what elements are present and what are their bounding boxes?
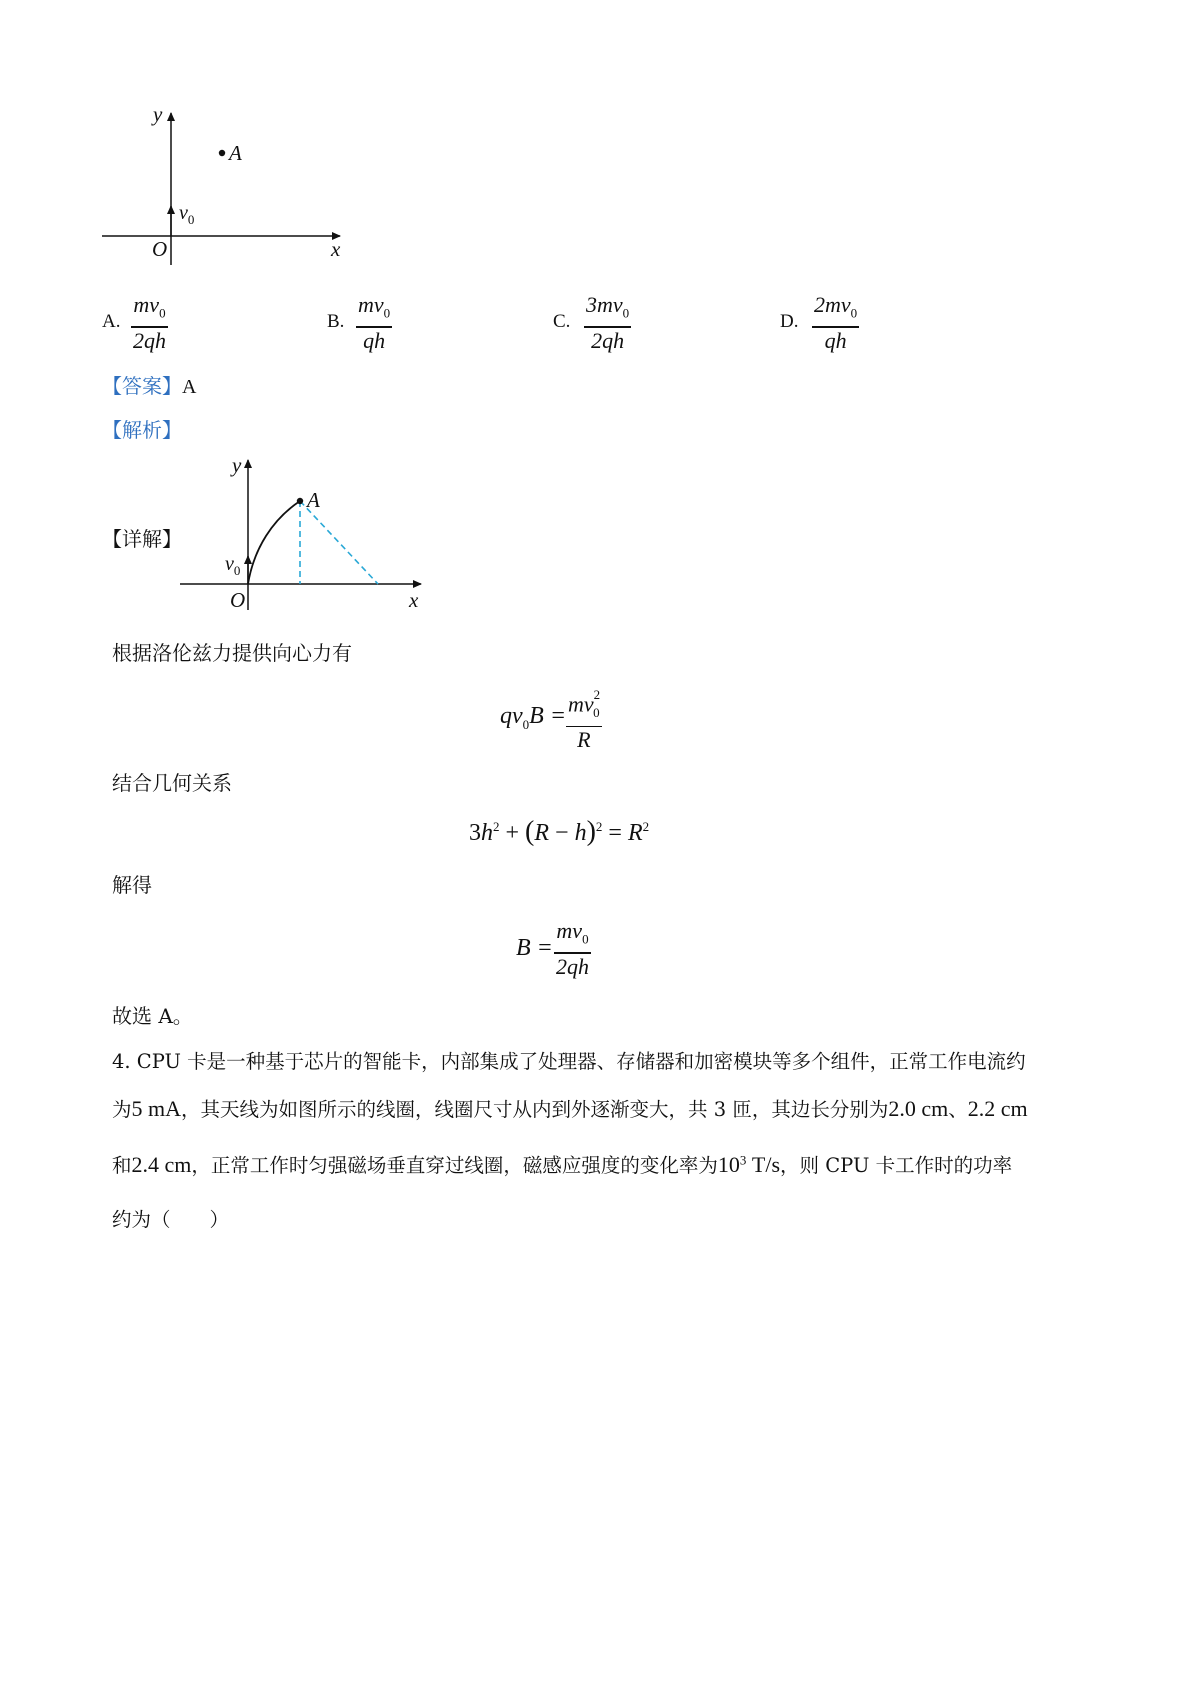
question-4-line-3: 和2.4 cm，正常工作时匀强磁场垂直穿过线圈，磁感应强度的变化率为$10^3$ T/s，则 CPU 卡工作时的功率 <box>112 1152 1013 1177</box>
figure-1-axes <box>100 102 360 280</box>
option-a-fraction: $mv_0$ 2qh <box>133 292 166 353</box>
fig2-velocity-label: $v_0$ <box>225 553 241 578</box>
option-d-fraction: $2mv_0$ qh <box>814 292 858 353</box>
fig1-velocity-label: $v_0$ <box>179 202 195 227</box>
option-a-letter: A. <box>102 311 121 332</box>
question-4-line-4: 约为（ ） <box>112 1208 230 1231</box>
fig1-origin-label: O <box>152 237 168 261</box>
text-solve: 解得 <box>112 873 152 897</box>
fig1-y-label: y <box>153 102 163 126</box>
fig1-x-label: x <box>331 237 341 261</box>
fig1-point-label: A <box>229 141 242 165</box>
fig2-origin-label: O <box>230 588 246 612</box>
question-4-line-2: 为5 mA，其天线为如图所示的线圈，线圈尺寸从内到外逐渐变大，共 3 匝，其边长分别为2.0 cm、2.2 cm <box>112 1096 1028 1121</box>
question-4-line-1: 4. CPU 卡是一种基于芯片的智能卡，内部集成了处理器、存储器和加密模块等多个组件，正常工作电流约 <box>112 1050 1026 1073</box>
option-b-letter: B. <box>327 311 345 332</box>
point-a-dot <box>297 498 303 504</box>
answer-label: 【答案】 <box>102 374 182 398</box>
text-geometry: 结合几何关系 <box>112 771 232 795</box>
option-b-fraction: $mv_0$ qh <box>358 292 391 353</box>
detail-label: 【详解】 <box>102 527 182 551</box>
equation-2: $3h^2 + (R - h)^2 = R^2$ <box>469 816 650 847</box>
option-c-letter: C. <box>553 311 571 332</box>
option-c-fraction: $3mv_0$ 2qh <box>586 292 630 353</box>
fig2-point-label: A <box>307 488 320 512</box>
answer-line <box>102 376 196 397</box>
answer-value: A <box>182 376 197 398</box>
text-choose: 故选 A。 <box>112 1004 193 1028</box>
fig2-y-label: y <box>232 453 242 477</box>
radius-dashed-line <box>300 501 378 584</box>
figure-2-axes <box>178 455 428 615</box>
analysis-label: 【解析】 <box>102 418 182 442</box>
text-lorentz: 根据洛伦兹力提供向心力有 <box>112 641 352 665</box>
trajectory-arc <box>248 501 300 584</box>
point-a-dot <box>219 150 225 156</box>
option-d-letter: D. <box>780 311 799 332</box>
fig2-x-label: x <box>409 588 419 612</box>
